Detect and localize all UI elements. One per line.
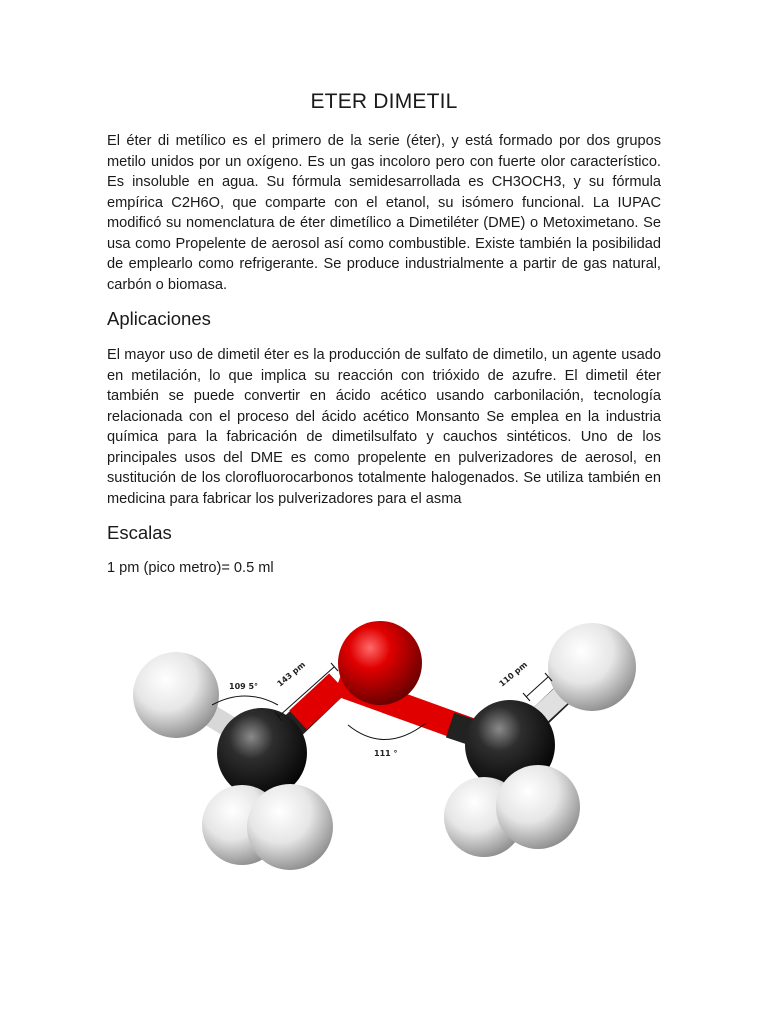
hydrogen-atom-right-bottom-b: [496, 765, 580, 849]
bond-length-line-ch: [526, 677, 548, 697]
scales-heading: Escalas: [107, 522, 172, 543]
angle-arc-left: [212, 696, 278, 705]
intro-paragraph: El éter di metílico es el primero de la serie (éter), y está formado por dos grupos metilo unidos por un oxígeno. Es un gas incoloro pero con fuerte olor característico. Es insoluble en agua. Su fórmula semidesarrollada es CH3OCH3, y su fórmula empírica C2H6O, que comparte con el etanol, su isómero funcional. La IUPAC modificó su nomenclatura de éter dimetílico a Dimetiléter (DME) o Metoximetano. Se usa como Propelente de aerosol así como combustible. Existe también la posibilidad de emplearlo como refrigerante. Se produce industrialmente a partir de gas natural, carbón o biomasa.: [107, 133, 661, 293]
angle-label-center: 111 °: [374, 749, 398, 758]
hydrogen-atom-left-top: [133, 652, 219, 738]
hydrogen-atom-right-top: [548, 623, 636, 711]
bond-label-co: 143 pm: [275, 660, 307, 689]
applications-paragraph: El mayor uso de dimetil éter es la producción de sulfato de dimetilo, un agente usado en metilación, lo que implica su reacción con trióxido de azufre. El dimetil éter también se puede convertir en ácido acético usando carbonilación, tecnología relacionada con el proceso del ácido acético Monsanto Se emplea en la industria química para la fabricación de dimetilsulfato y cauchos sintéticos. Uno de los principales usos del DME es como propelente en pulverizadores de aerosol, en sustitución de los clorofluorocarbonos totalmente halogenados. Se utiliza también en medicina para fabricar los pulverizadores para el asma: [107, 347, 661, 507]
applications-heading: Aplicaciones: [107, 308, 211, 329]
page-title: ETER DIMETIL: [310, 90, 458, 113]
oxygen-atom: [338, 621, 422, 705]
dimethyl-ether-molecule-diagram: [120, 605, 650, 885]
scale-text: 1 pm (pico metro)= 0.5 ml: [107, 560, 274, 576]
angle-arc-center: [348, 723, 426, 740]
bond-label-ch: 110 pm: [497, 660, 529, 689]
hydrogen-atom-left-bottom-b: [247, 784, 333, 870]
angle-label-left: 109 5°: [229, 682, 259, 691]
